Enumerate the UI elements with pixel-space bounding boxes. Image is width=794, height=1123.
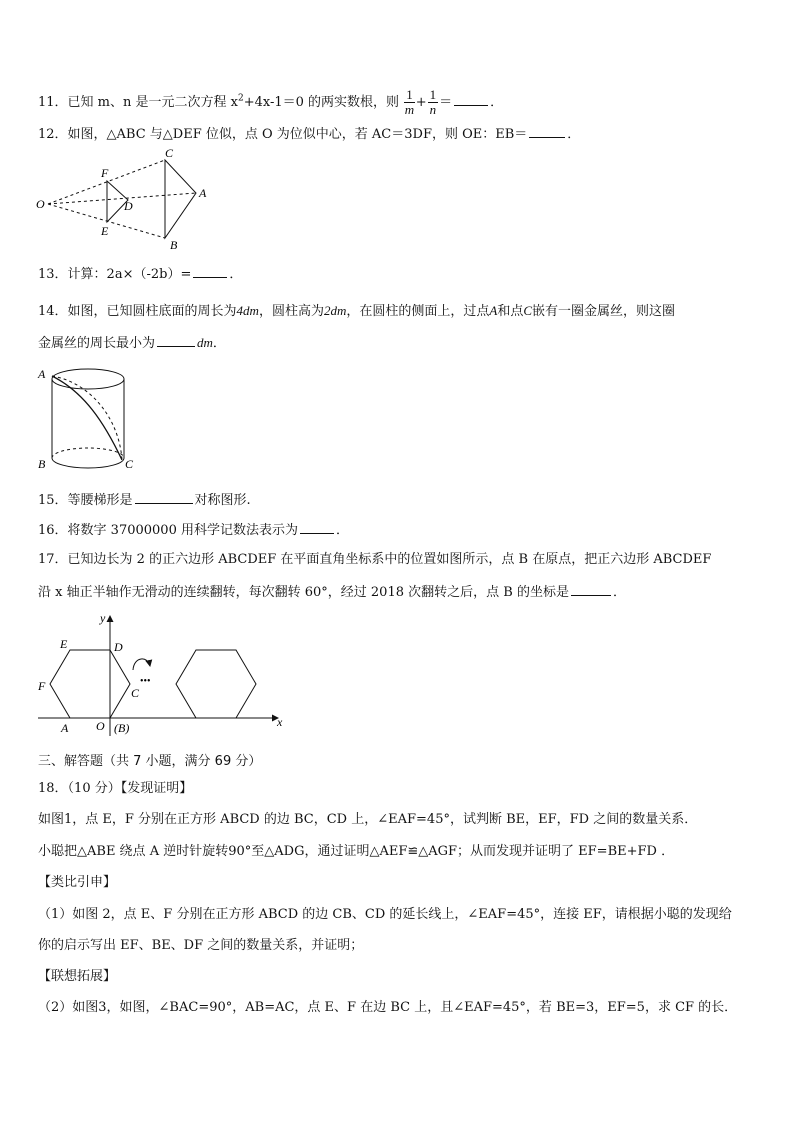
question-17-line-2: 沿 x 轴正半轴作无滑动的连续翻转，每次翻转 60°，经过 2018 次翻转之后，点 B 的坐标是 ．: [38, 582, 626, 602]
question-12: 12．如图，△ABC 与△DEF 位似，点 O 为位似中心，若 AC＝3DF，则 OE：EB＝ ．: [38, 124, 580, 144]
label-b: (B): [114, 721, 130, 735]
bottom-back-arc: [52, 448, 124, 458]
answer-blank: [135, 490, 193, 504]
question-18-p2: 小聪把△ABE 绕点 A 逆时针旋转90°至△ADG，通过证明△AEF≌△AGF；从而发现并证明了 EF=BE+FD ．: [38, 844, 675, 859]
label-d: D: [114, 640, 123, 654]
question-18-head: 18．（10 分）【发现证明】: [38, 781, 193, 796]
hexagon-rolled: [176, 650, 256, 718]
triangle-abc: [165, 160, 196, 238]
question-11: 11．已知 m、n 是一元二次方程 $x^2+4x-1=0$ 的两实数根，则 $\frac{1}{m}$ + $\frac{1}{n}$ ＝ ．: [38, 87, 504, 117]
fraction-1-over-m: $\frac{1}{m}$: [404, 87, 415, 117]
label-e: E: [60, 637, 68, 651]
answer-blank: [529, 124, 565, 138]
fraction-1-over-n: $\frac{1}{n}$: [429, 87, 437, 117]
question-14-line-2: 金属丝的周长最小为 dm．: [38, 335, 226, 351]
label-b: B: [170, 238, 178, 252]
question-18-p3: （1）如图 2，点 E、F 分别在正方形 ABCD 的边 CB、CD 的延长线上，∠EAF=45°，连接 EF，请根据小聪的发现给: [38, 907, 732, 922]
label-f: F: [101, 166, 109, 180]
question-16: 16．将数字 37000000 用科学记数法表示为 ．: [38, 520, 349, 540]
figure-17-hexagon-coordinate: [34, 610, 290, 740]
question-17-line-1: 17．已知边长为 2 的正六边形 ABCDEF 在平面直角坐标系中的位置如图所示，点 B 在原点，把正六边形 ABCDEF: [38, 552, 712, 567]
hexagon-abcdef: [50, 650, 130, 718]
answer-blank: [157, 333, 195, 347]
label-a: A: [199, 186, 207, 200]
figure-14-cylinder: [34, 362, 144, 476]
question-18-p4: 你的启示写出 EF、BE、DF 之间的数量关系，并证明；: [38, 938, 364, 953]
label-c: C: [125, 457, 134, 471]
question-15: 15．等腰梯形是 对称图形.: [38, 490, 251, 510]
answer-blank: [300, 520, 334, 534]
rotation-arrow: [133, 659, 150, 670]
answer-blank: [454, 92, 488, 106]
label-x: x: [277, 715, 283, 729]
label-d: D: [124, 199, 133, 213]
label-c: C: [165, 146, 174, 160]
label-o: O: [96, 719, 105, 733]
ellipsis-dots: •••: [140, 676, 151, 687]
question-18-h3: 【联想拓展】: [38, 969, 117, 984]
label-c: C: [131, 686, 140, 700]
question-18-p5: （2）如图3，如图，∠BAC=90°，AB=AC，点 E、F 在边 BC 上，且∠EAF=45°，若 BE=3，EF=5，求 CF 的长．: [38, 1000, 738, 1015]
question-14-line-1: 14．如图，已知圆柱底面的周长为4dm，圆柱高为2dm，在圆柱的侧面上，过点A和点C嵌有一圈金属丝，则这圈: [38, 303, 676, 319]
question-18-h2: 【类比引申】: [38, 875, 117, 890]
figure-12-homothety: [34, 146, 214, 252]
label-b: B: [38, 457, 46, 471]
label-f: F: [38, 679, 46, 693]
bottom-front-arc: [52, 458, 124, 468]
top-ellipse: [52, 369, 124, 389]
label-a: A: [61, 721, 69, 735]
question-13: 13．计算：2a×（-2b）= ．: [38, 264, 242, 284]
section-3-title: 三、解答题（共 7 小题，满分 69 分）: [38, 754, 262, 769]
label-o: O: [36, 197, 45, 211]
question-18-p1: 如图1，点 E，F 分别在正方形 ABCD 的边 BC，CD 上，∠EAF=45°，试判断 BE，EF，FD 之间的数量关系．: [38, 812, 698, 827]
answer-blank: [193, 264, 227, 278]
label-e: E: [101, 224, 109, 238]
label-a: A: [38, 367, 46, 381]
answer-blank: [571, 582, 611, 596]
label-y: y: [100, 611, 106, 625]
